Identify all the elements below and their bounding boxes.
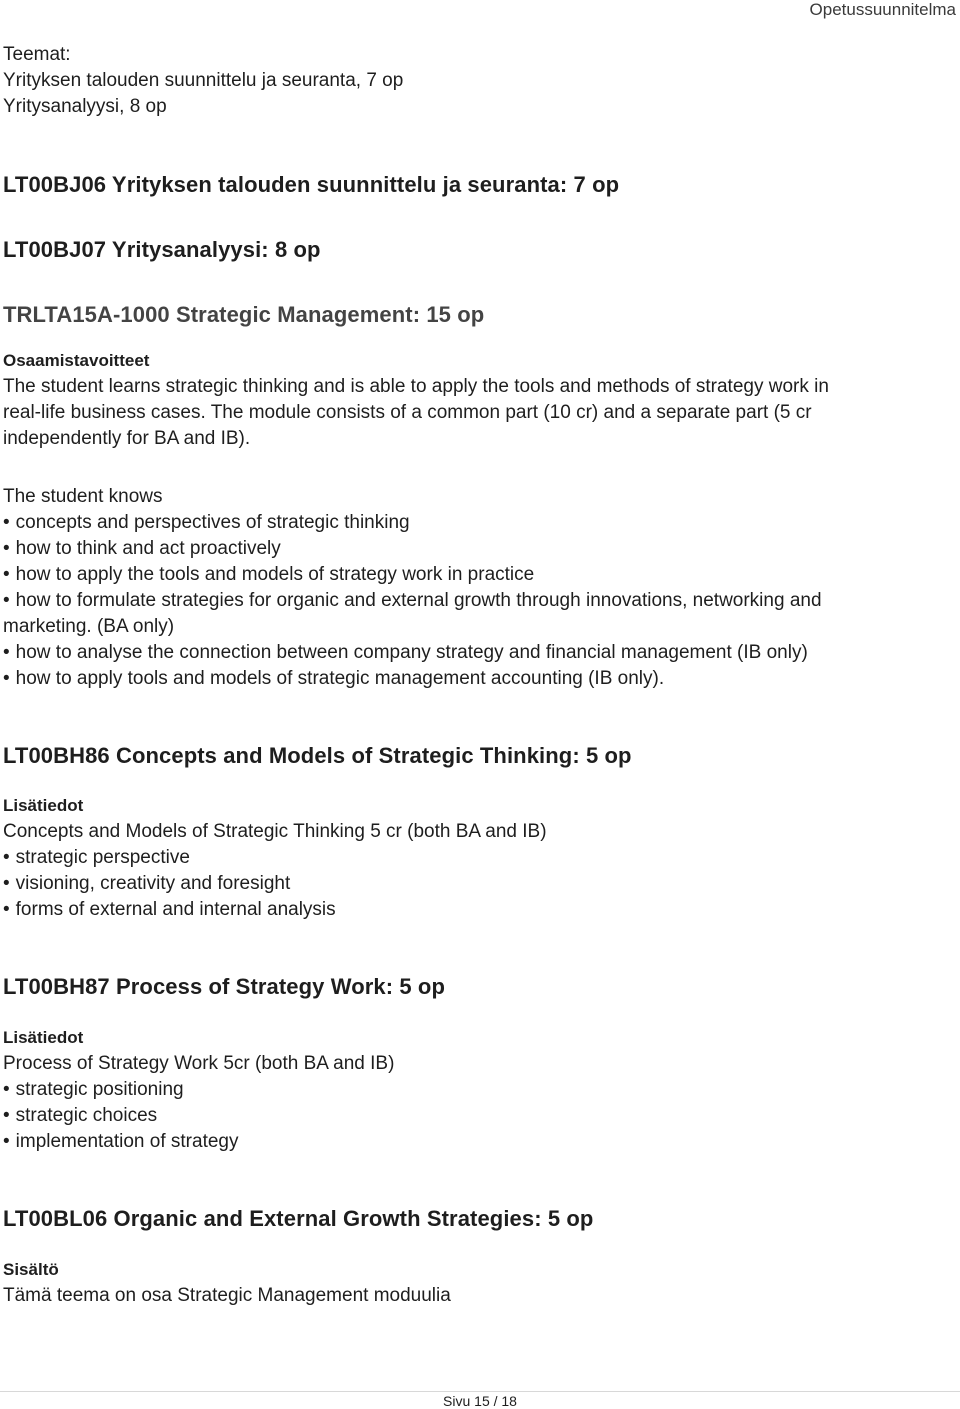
list-item: • strategic perspective <box>3 845 953 871</box>
page-number: Sivu 15 / 18 <box>443 1393 517 1409</box>
student-knows-list <box>3 484 953 692</box>
list-item: • strategic positioning <box>3 1077 953 1103</box>
list-item: • how to formulate strategies for organic and external growth through innovations, networking and <box>3 588 953 614</box>
course-heading-bh86: LT00BH86 Concepts and Models of Strategic Thinking: 5 op <box>3 743 632 768</box>
content-text: Tämä teema on osa Strategic Management moduulia <box>3 1285 451 1306</box>
objectives-text-line: real-life business cases. The module consists of a common part (10 cr) and a separate part (5 cr <box>3 402 812 423</box>
objectives-section <box>3 348 953 452</box>
list-item: • how to think and act proactively <box>3 536 953 562</box>
list-item: • forms of external and internal analysis <box>3 897 953 923</box>
footer-divider <box>0 1391 960 1392</box>
module-heading-strategic-management: TRLTA15A-1000 Strategic Management: 15 op <box>3 302 485 327</box>
list-item: • how to apply tools and models of strategic management accounting (IB only). <box>3 666 953 692</box>
course-heading-bh87: LT00BH87 Process of Strategy Work: 5 op <box>3 974 445 999</box>
student-knows-intro: The student knows <box>3 486 163 507</box>
bl06-details <box>3 1257 953 1309</box>
bh87-details <box>3 1025 953 1155</box>
list-item: • how to analyse the connection between company strategy and financial management (IB only) <box>3 640 953 666</box>
list-item: • implementation of strategy <box>3 1129 953 1155</box>
list-item: • concepts and perspectives of strategic thinking <box>3 510 953 536</box>
info-label: Lisätiedot <box>3 796 84 815</box>
themes-label: Teemat: <box>3 44 71 65</box>
info-intro: Concepts and Models of Strategic Thinking 5 cr (both BA and IB) <box>3 821 547 842</box>
content-label: Sisältö <box>3 1260 59 1279</box>
objectives-heading: Osaamistavoitteet <box>3 351 150 370</box>
info-intro: Process of Strategy Work 5cr (both BA and IB) <box>3 1053 395 1074</box>
document-type-label: Opetussuunnitelma <box>809 0 956 19</box>
theme-item: Yrityksen talouden suunnittelu ja seuranta, 7 op <box>3 70 404 91</box>
bh86-details <box>3 793 953 923</box>
info-label: Lisätiedot <box>3 1028 84 1047</box>
list-item: • strategic choices <box>3 1103 953 1129</box>
objectives-text-line: The student learns strategic thinking and is able to apply the tools and methods of strategy work in <box>3 376 829 397</box>
list-item: • how to apply the tools and models of strategy work in practice <box>3 562 953 588</box>
theme-item: Yritysanalyysi, 8 op <box>3 96 167 117</box>
course-heading-bj06: LT00BJ06 Yrityksen talouden suunnittelu ja seuranta: 7 op <box>3 172 620 197</box>
list-item: • visioning, creativity and foresight <box>3 871 953 897</box>
objectives-text-line: independently for BA and IB). <box>3 428 251 449</box>
themes-block <box>3 42 953 120</box>
list-item-continuation: marketing. (BA only) <box>3 616 175 637</box>
course-heading-bl06: LT00BL06 Organic and External Growth Strategies: 5 op <box>3 1206 594 1231</box>
course-heading-bj07: LT00BJ07 Yritysanalyysi: 8 op <box>3 237 321 262</box>
